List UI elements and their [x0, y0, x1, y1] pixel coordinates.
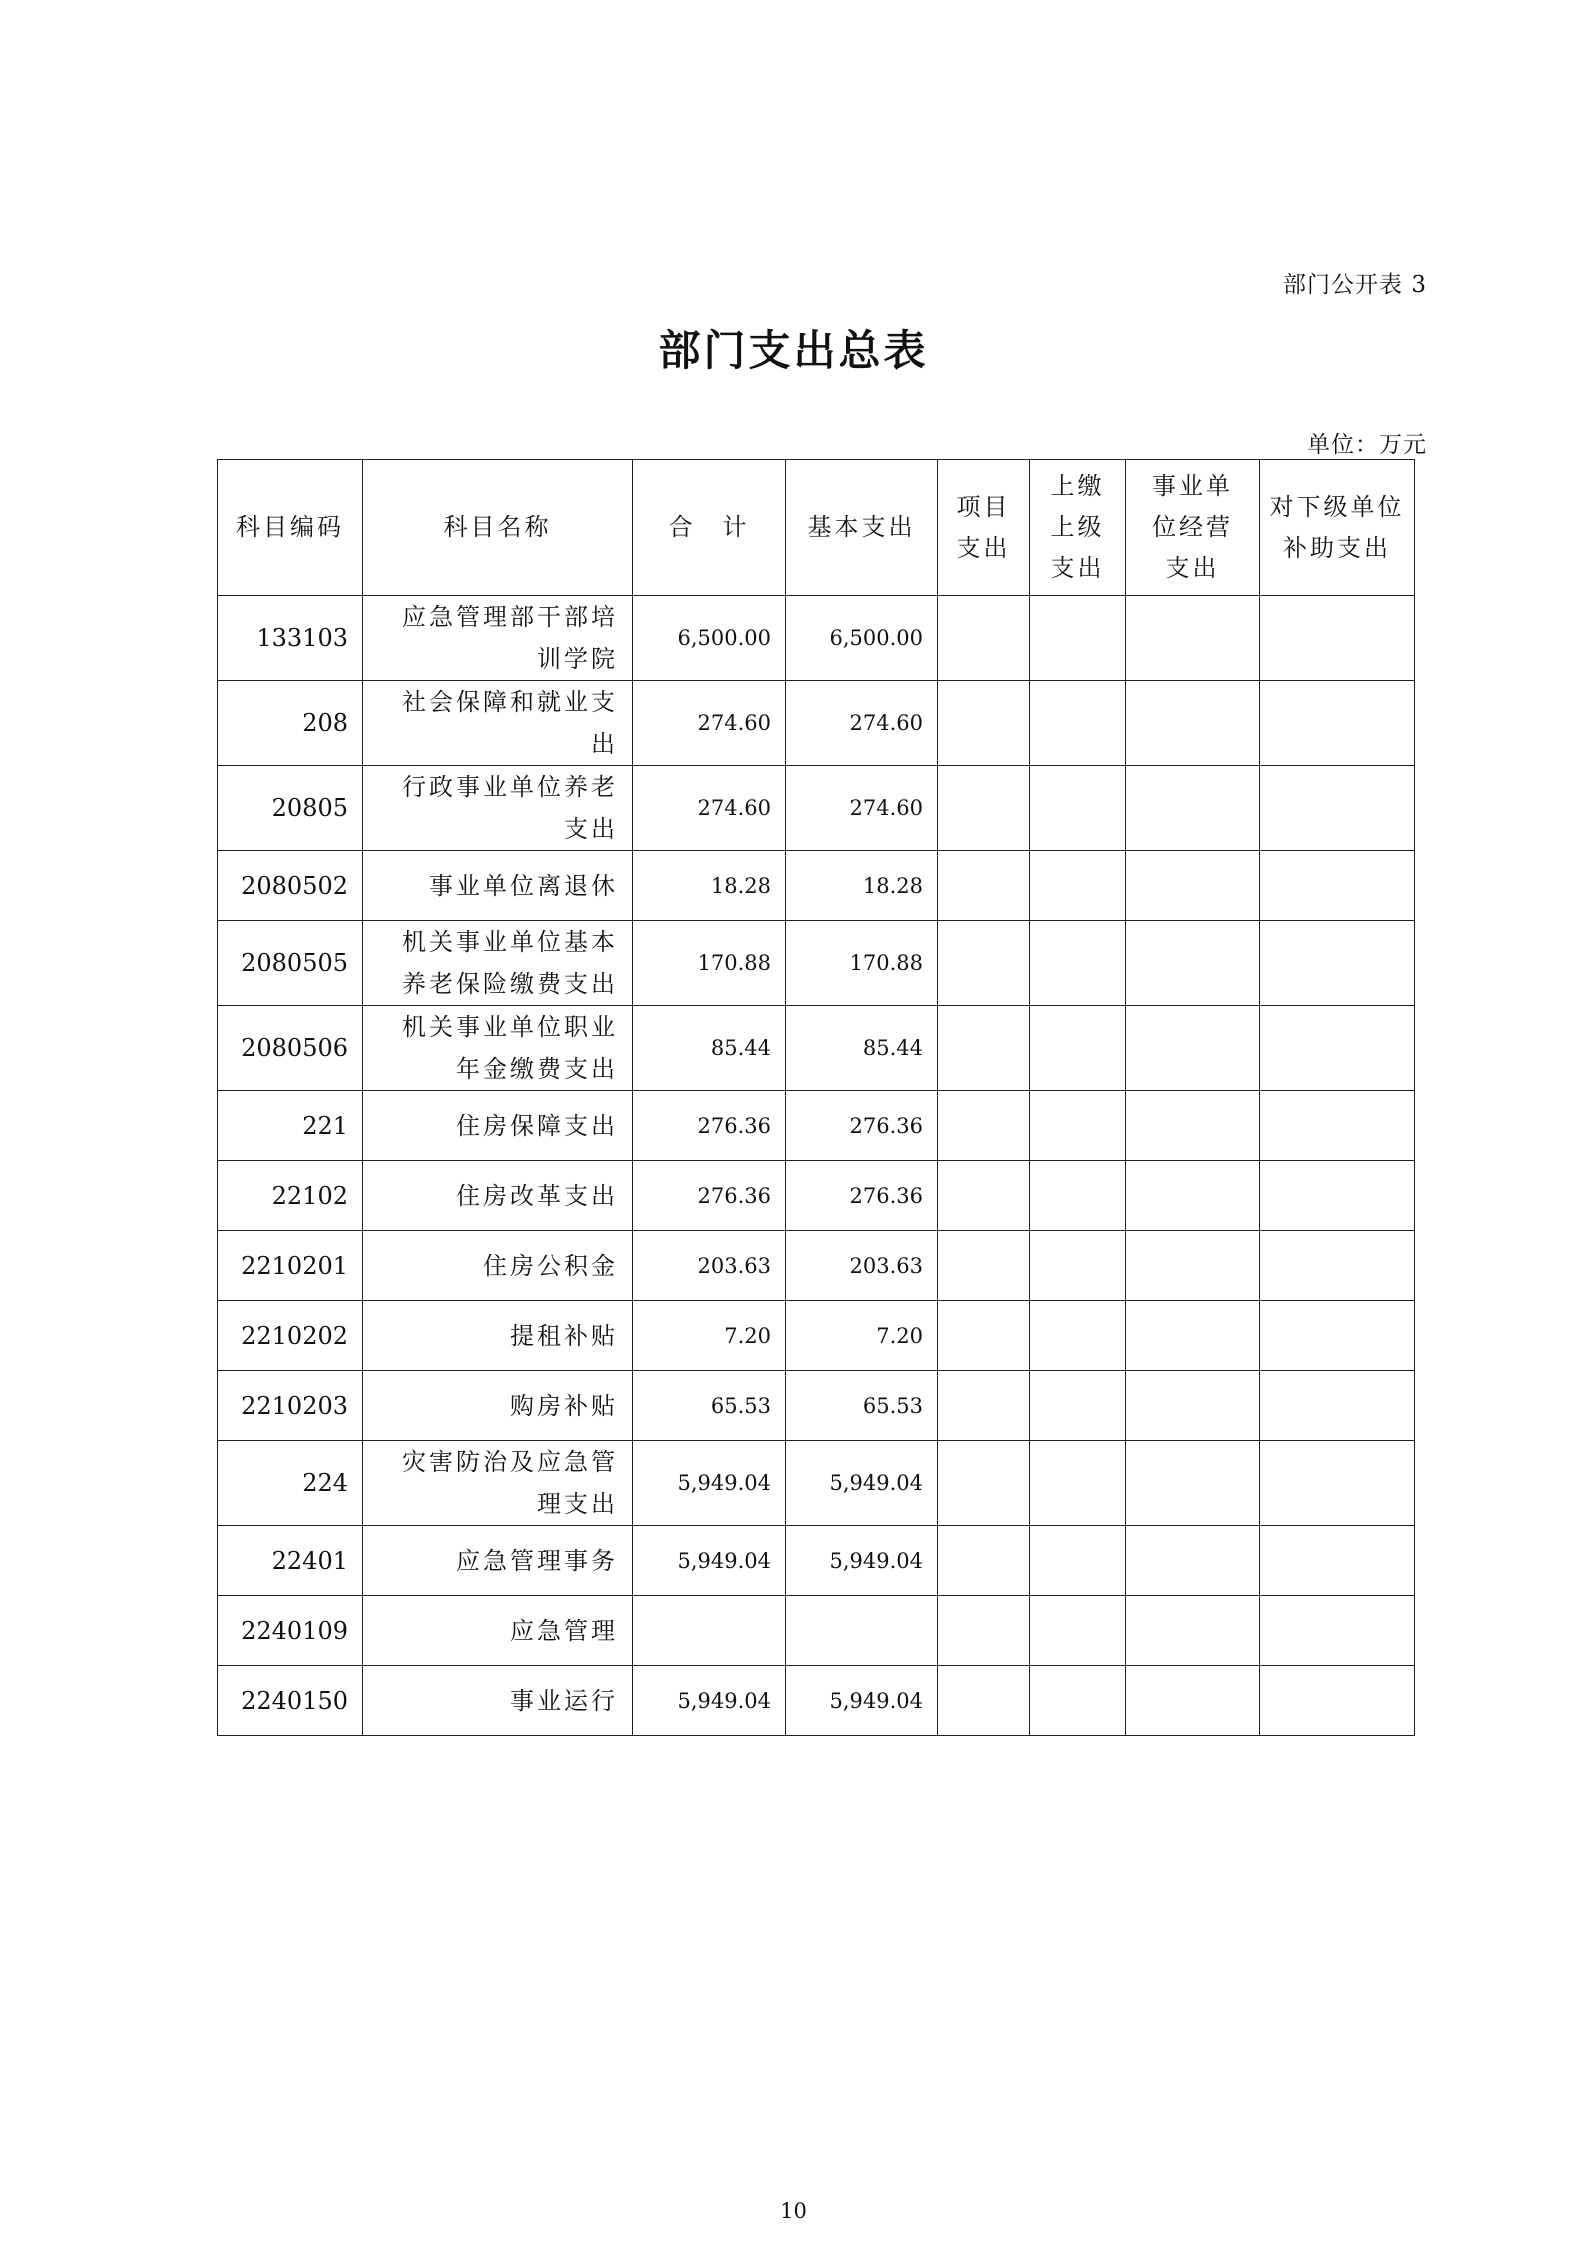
header-subsidy-line: 补助支出: [1283, 533, 1391, 562]
subsidy-cell: [1260, 681, 1415, 766]
subsidy-cell: [1260, 851, 1415, 921]
project-cell: [938, 596, 1030, 681]
header-subsidy-line: 对下级单位: [1269, 492, 1405, 521]
basic-cell: 274.60: [786, 681, 938, 766]
remit-cell: [1030, 1371, 1126, 1441]
total-cell: 85.44: [633, 1006, 786, 1091]
business-cell: [1126, 1666, 1260, 1736]
table-row: [218, 1441, 1415, 1526]
basic-cell: 203.63: [786, 1231, 938, 1301]
remit-cell: [1030, 1441, 1126, 1526]
remit-cell: [1030, 921, 1126, 1006]
total-cell: 65.53: [633, 1371, 786, 1441]
basic-cell: 18.28: [786, 851, 938, 921]
code-cell: 221: [218, 1091, 363, 1161]
subsidy-cell: [1260, 1596, 1415, 1666]
business-cell: [1126, 1301, 1260, 1371]
basic-cell: 6,500.00: [786, 596, 938, 681]
subsidy-cell: [1260, 1666, 1415, 1736]
subsidy-cell: [1260, 1526, 1415, 1596]
header-code: 科目编码: [218, 460, 363, 596]
basic-cell: 5,949.04: [786, 1526, 938, 1596]
header-project-line: 项目: [956, 492, 1011, 521]
code-cell: 208: [218, 681, 363, 766]
business-cell: [1126, 1371, 1260, 1441]
business-cell: [1126, 921, 1260, 1006]
header-row: [218, 460, 1415, 596]
remit-cell: [1030, 1231, 1126, 1301]
business-cell: [1126, 596, 1260, 681]
name-cell: 机关事业单位职业年金缴费支出: [363, 1006, 633, 1091]
business-cell: [1126, 1091, 1260, 1161]
basic-cell: 274.60: [786, 766, 938, 851]
header-total: 合 计: [633, 460, 786, 596]
total-cell: 203.63: [633, 1231, 786, 1301]
code-cell: 2210202: [218, 1301, 363, 1371]
subsidy-cell: [1260, 1301, 1415, 1371]
table-number-label: 部门公开表 3: [1283, 272, 1427, 298]
code-cell: 224: [218, 1441, 363, 1526]
table-row: [218, 851, 1415, 921]
subsidy-cell: [1260, 1161, 1415, 1231]
header-project: [938, 460, 1030, 596]
name-cell: 住房改革支出: [363, 1161, 633, 1231]
table-row: [218, 921, 1415, 1006]
name-cell: 行政事业单位养老支出: [363, 766, 633, 851]
name-cell: 机关事业单位基本养老保险缴费支出: [363, 921, 633, 1006]
subsidy-cell: [1260, 596, 1415, 681]
business-cell: [1126, 1231, 1260, 1301]
code-cell: 20805: [218, 766, 363, 851]
page-title: 部门支出总表: [658, 326, 929, 375]
basic-cell: [786, 1596, 938, 1666]
table-row: [218, 1301, 1415, 1371]
table-row: [218, 1371, 1415, 1441]
basic-cell: 85.44: [786, 1006, 938, 1091]
header-remit-line: 支出: [1050, 554, 1105, 582]
basic-cell: 65.53: [786, 1371, 938, 1441]
header-name: 科目名称: [363, 460, 633, 596]
header-project-line: 支出: [956, 533, 1011, 562]
name-cell: 提租补贴: [363, 1301, 633, 1371]
total-cell: 274.60: [633, 681, 786, 766]
basic-cell: 276.36: [786, 1161, 938, 1231]
basic-cell: 5,949.04: [786, 1666, 938, 1736]
project-cell: [938, 1301, 1030, 1371]
subsidy-cell: [1260, 1231, 1415, 1301]
project-cell: [938, 1441, 1030, 1526]
basic-cell: 5,949.04: [786, 1441, 938, 1526]
remit-cell: [1030, 1301, 1126, 1371]
unit-label: 单位：万元: [1307, 432, 1427, 458]
table-row: [218, 1526, 1415, 1596]
remit-cell: [1030, 1161, 1126, 1231]
remit-cell: [1030, 1006, 1126, 1091]
business-cell: [1126, 681, 1260, 766]
project-cell: [938, 1666, 1030, 1736]
business-cell: [1126, 1161, 1260, 1231]
table-row: [218, 596, 1415, 681]
code-cell: 133103: [218, 596, 363, 681]
header-remit-line: 上级: [1050, 513, 1105, 541]
remit-cell: [1030, 1091, 1126, 1161]
total-cell: 276.36: [633, 1161, 786, 1231]
expenditure-table: [217, 459, 1415, 1736]
code-cell: 2210203: [218, 1371, 363, 1441]
header-remit-line: 上缴: [1050, 472, 1105, 500]
name-cell: 住房保障支出: [363, 1091, 633, 1161]
name-cell: 应急管理部干部培训学院: [363, 596, 633, 681]
business-cell: [1126, 1006, 1260, 1091]
project-cell: [938, 851, 1030, 921]
total-cell: 5,949.04: [633, 1441, 786, 1526]
code-cell: 2240109: [218, 1596, 363, 1666]
header-remit: [1030, 460, 1126, 596]
total-cell: 5,949.04: [633, 1666, 786, 1736]
subsidy-cell: [1260, 1441, 1415, 1526]
subsidy-cell: [1260, 921, 1415, 1006]
name-cell: 住房公积金: [363, 1231, 633, 1301]
total-cell: 276.36: [633, 1091, 786, 1161]
subsidy-cell: [1260, 766, 1415, 851]
total-cell: 170.88: [633, 921, 786, 1006]
table-row: [218, 681, 1415, 766]
remit-cell: [1030, 1666, 1126, 1736]
business-cell: [1126, 851, 1260, 921]
project-cell: [938, 921, 1030, 1006]
table-row: [218, 766, 1415, 851]
name-cell: 购房补贴: [363, 1371, 633, 1441]
total-cell: 6,500.00: [633, 596, 786, 681]
basic-cell: 276.36: [786, 1091, 938, 1161]
code-cell: 22102: [218, 1161, 363, 1231]
name-cell: 应急管理事务: [363, 1526, 633, 1596]
remit-cell: [1030, 596, 1126, 681]
remit-cell: [1030, 1526, 1126, 1596]
name-cell: 事业单位离退休: [363, 851, 633, 921]
code-cell: 2080505: [218, 921, 363, 1006]
name-cell: 灾害防治及应急管理支出: [363, 1441, 633, 1526]
table-row: [218, 1161, 1415, 1231]
basic-cell: 170.88: [786, 921, 938, 1006]
total-cell: 7.20: [633, 1301, 786, 1371]
name-cell: 事业运行: [363, 1666, 633, 1736]
total-cell: 5,949.04: [633, 1526, 786, 1596]
table-row: [218, 1006, 1415, 1091]
remit-cell: [1030, 851, 1126, 921]
project-cell: [938, 1596, 1030, 1666]
business-cell: [1126, 1596, 1260, 1666]
code-cell: 2080506: [218, 1006, 363, 1091]
header-business-line: 支出: [1165, 554, 1220, 582]
header-subsidy: [1260, 460, 1415, 596]
project-cell: [938, 681, 1030, 766]
subsidy-cell: [1260, 1371, 1415, 1441]
project-cell: [938, 1526, 1030, 1596]
basic-cell: 7.20: [786, 1301, 938, 1371]
project-cell: [938, 1006, 1030, 1091]
total-cell: 18.28: [633, 851, 786, 921]
business-cell: [1126, 1526, 1260, 1596]
subsidy-cell: [1260, 1006, 1415, 1091]
subsidy-cell: [1260, 1091, 1415, 1161]
header-basic: 基本支出: [786, 460, 938, 596]
project-cell: [938, 1161, 1030, 1231]
remit-cell: [1030, 1596, 1126, 1666]
total-cell: [633, 1596, 786, 1666]
table-row: [218, 1231, 1415, 1301]
header-business-line: 事业单: [1152, 472, 1233, 500]
table-row: [218, 1596, 1415, 1666]
remit-cell: [1030, 681, 1126, 766]
project-cell: [938, 1231, 1030, 1301]
project-cell: [938, 1091, 1030, 1161]
code-cell: 2080502: [218, 851, 363, 921]
remit-cell: [1030, 766, 1126, 851]
table-row: [218, 1091, 1415, 1161]
code-cell: 2210201: [218, 1231, 363, 1301]
header-business: [1126, 460, 1260, 596]
header-business-line: 位经营: [1152, 513, 1233, 541]
project-cell: [938, 766, 1030, 851]
code-cell: 22401: [218, 1526, 363, 1596]
project-cell: [938, 1371, 1030, 1441]
table-row: [218, 1666, 1415, 1736]
page-number: 10: [780, 2199, 807, 2223]
total-cell: 274.60: [633, 766, 786, 851]
code-cell: 2240150: [218, 1666, 363, 1736]
name-cell: 应急管理: [363, 1596, 633, 1666]
business-cell: [1126, 1441, 1260, 1526]
name-cell: 社会保障和就业支出: [363, 681, 633, 766]
business-cell: [1126, 766, 1260, 851]
table-body: [218, 596, 1415, 1736]
